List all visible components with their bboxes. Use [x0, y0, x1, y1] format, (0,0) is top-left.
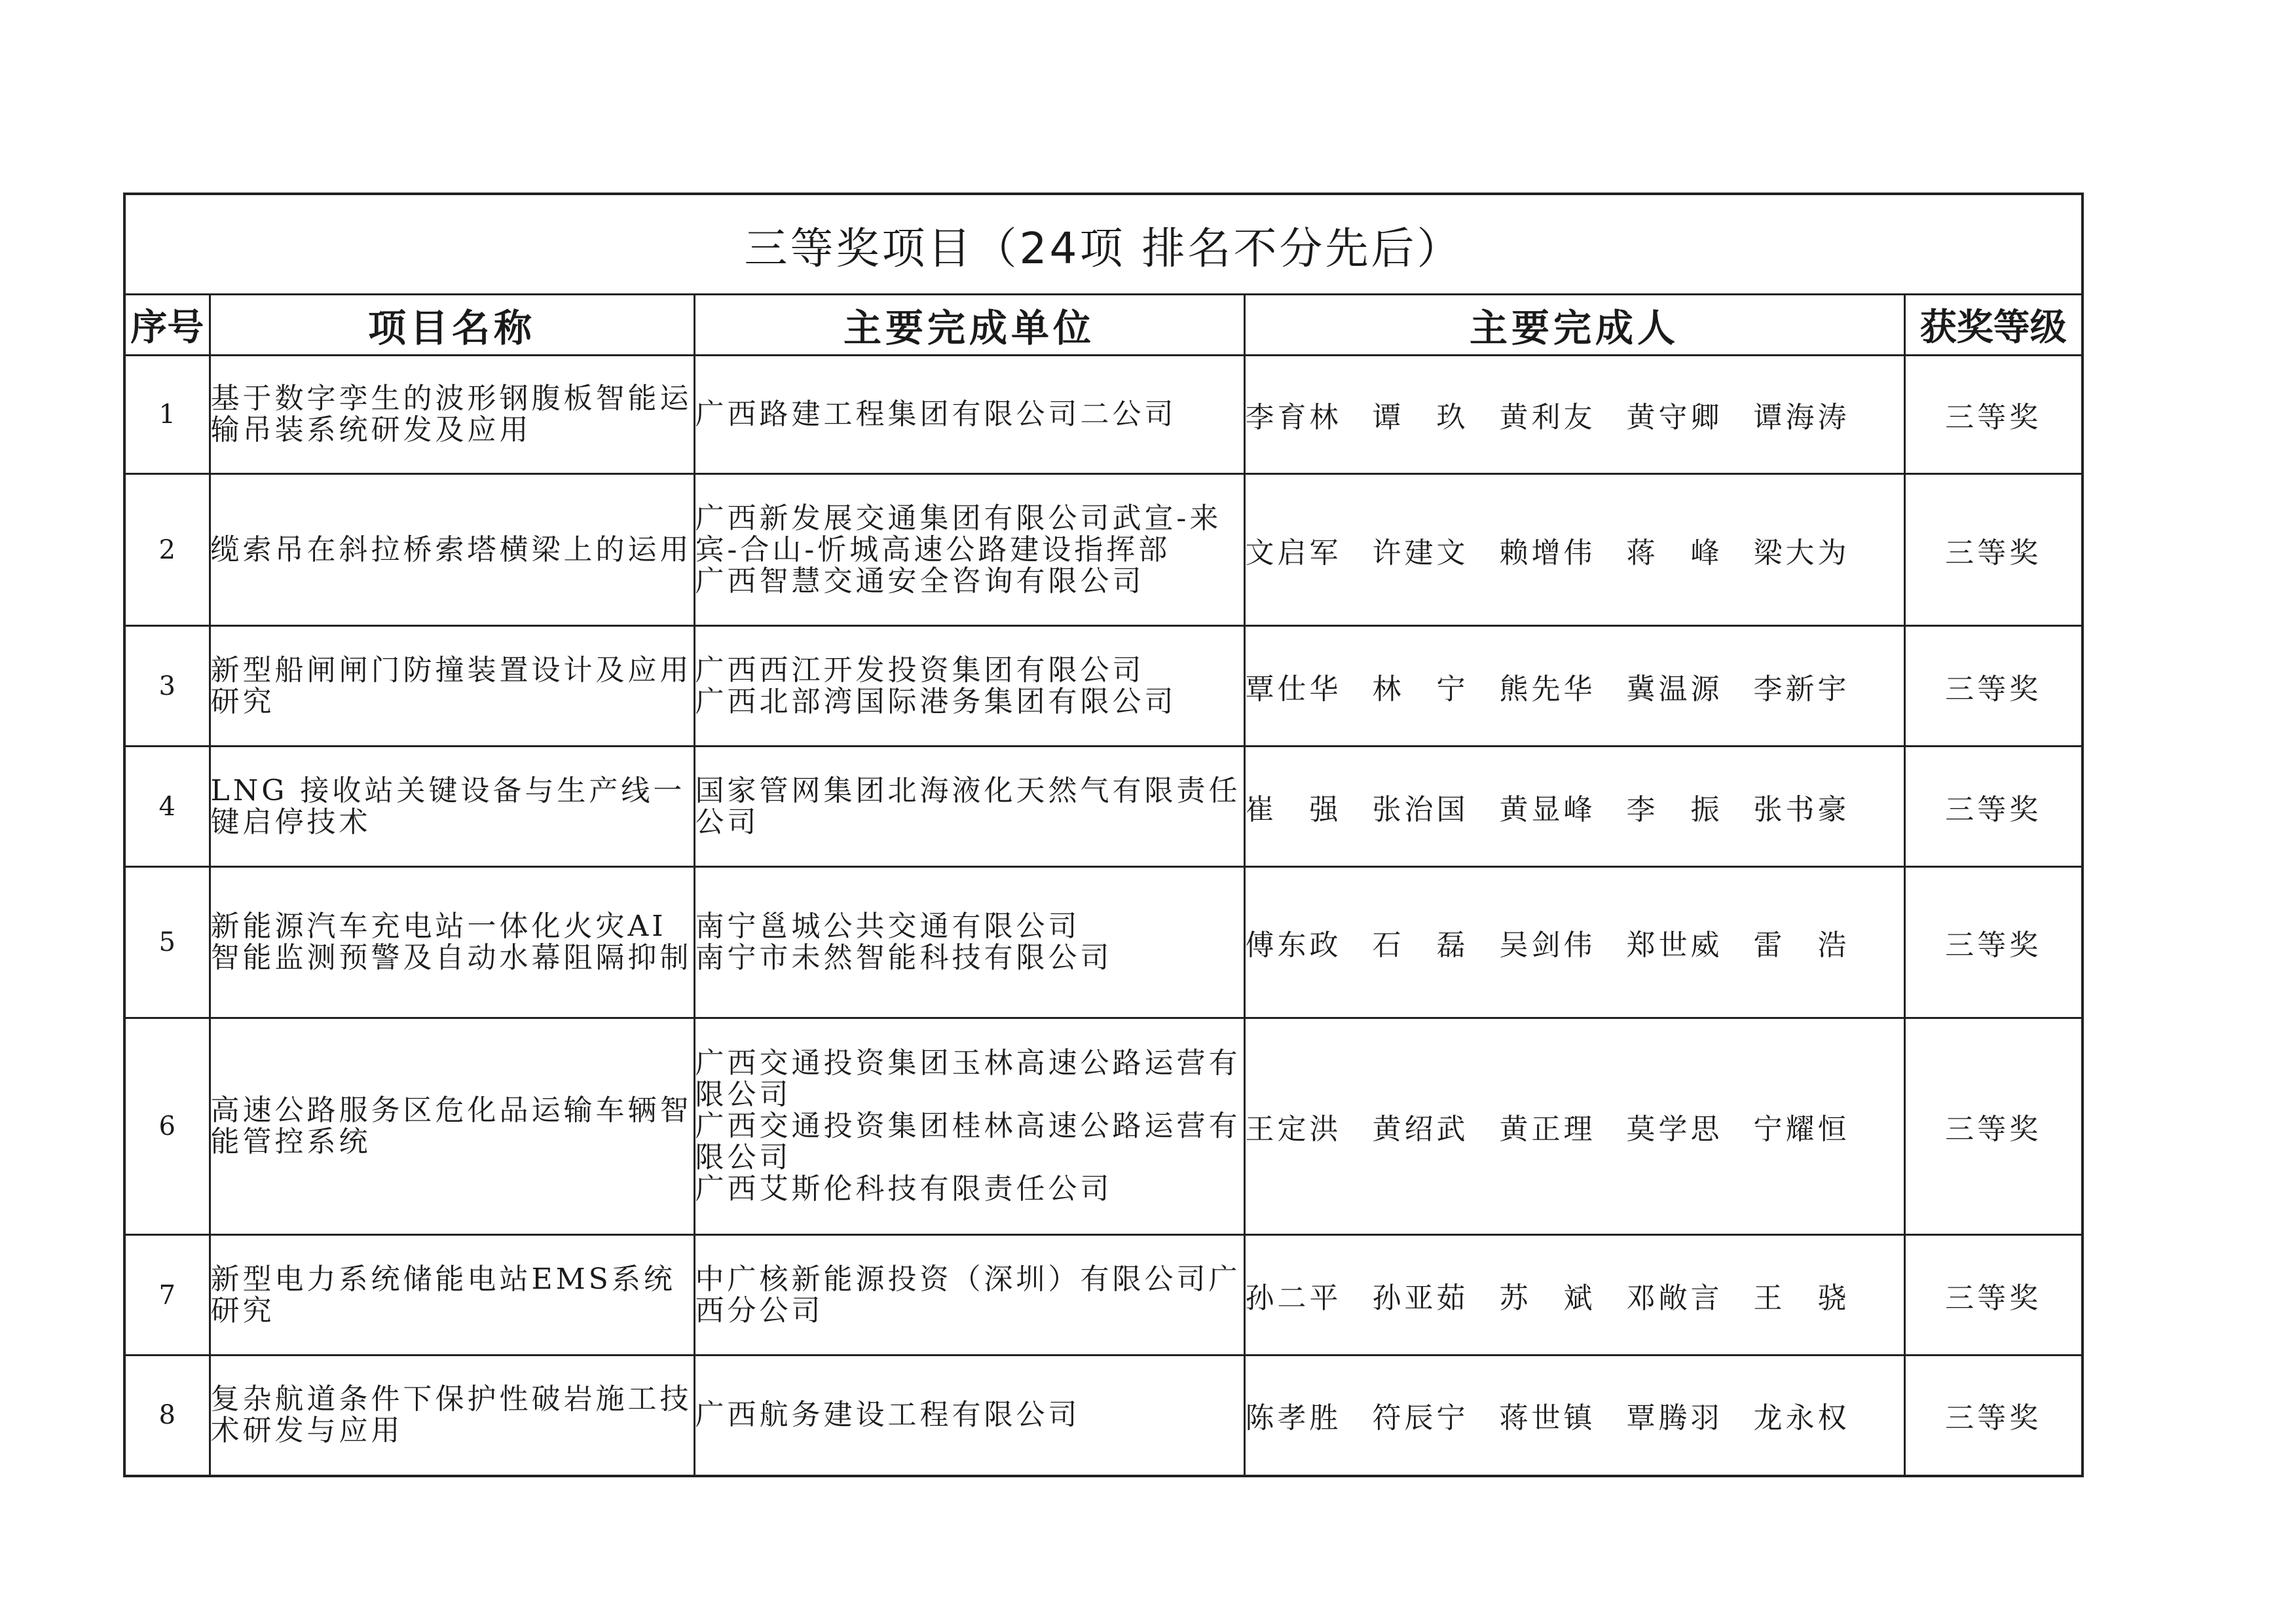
- person-list: [1246, 1274, 1904, 1316]
- project-name: 复杂航道条件下保护性破岩施工技术研发与应用: [210, 1356, 694, 1476]
- table-row: [124, 1235, 2083, 1356]
- person-name: 符辰宁: [1372, 1401, 1469, 1435]
- person-name: 龙永权: [1753, 1401, 1850, 1435]
- header-unit: 主要完成单位: [694, 295, 1244, 356]
- person-name: 冀温源: [1626, 672, 1723, 706]
- person-name: 孙二平: [1245, 1281, 1342, 1315]
- completion-units: [694, 626, 1244, 747]
- completion-units: [694, 474, 1244, 626]
- unit-line: 广西交通投资集团桂林高速公路运营有限公司: [695, 1109, 1241, 1174]
- person-list: [1246, 921, 1904, 963]
- person-name: 王 骁: [1753, 1281, 1850, 1315]
- completion-units: [694, 356, 1244, 474]
- completion-units: [694, 1356, 1244, 1476]
- unit-line: 广西航务建设工程有限公司: [695, 1398, 1081, 1432]
- person-name: 蒋 峰: [1626, 536, 1723, 570]
- person-name: 熊先华: [1499, 672, 1596, 706]
- person-list: [1246, 394, 1904, 435]
- unit-line: 中广核新能源投资（深圳）有限公司广西分公司: [695, 1262, 1241, 1327]
- unit-line: 国家管网集团北海液化天然气有限责任公司: [695, 773, 1241, 839]
- project-name: 新型电力系统储能电站EMS系统研究: [210, 1235, 694, 1356]
- project-name: 缆索吊在斜拉桥索塔横梁上的运用: [210, 474, 694, 626]
- project-name: 基于数字孪生的波形钢腹板智能运输吊装系统研发及应用: [210, 356, 694, 474]
- award-grade: 三等奖: [1904, 1018, 2083, 1235]
- row-number: 2: [124, 474, 210, 626]
- completion-persons: [1244, 1235, 1904, 1356]
- table-row: [124, 626, 2083, 747]
- person-name: 梁大为: [1753, 536, 1850, 570]
- person-name: 宁耀恒: [1753, 1113, 1850, 1146]
- row-number: 1: [124, 356, 210, 474]
- person-name: 邓敞言: [1626, 1281, 1723, 1315]
- person-name: 孙亚茹: [1372, 1281, 1469, 1315]
- project-name: LNG 接收站关键设备与生产线一键启停技术: [210, 747, 694, 867]
- person-name: 覃腾羽: [1626, 1401, 1723, 1435]
- person-name: 吴剑伟: [1499, 929, 1596, 962]
- completion-units: [694, 1018, 1244, 1235]
- header-row: [124, 295, 2083, 356]
- person-list: [1246, 1105, 1904, 1147]
- row-number: 6: [124, 1018, 210, 1235]
- person-name: 文启军: [1245, 536, 1342, 570]
- person-name: 林 宁: [1372, 672, 1469, 706]
- person-name: 陈孝胜: [1245, 1401, 1342, 1435]
- project-name: 高速公路服务区危化品运输车辆智能管控系统: [210, 1018, 694, 1235]
- completion-persons: [1244, 1018, 1904, 1235]
- row-number: 3: [124, 626, 210, 747]
- table-row: [124, 747, 2083, 867]
- table-row: [124, 867, 2083, 1018]
- award-grade: 三等奖: [1904, 474, 2083, 626]
- person-name: 苏 斌: [1499, 1281, 1596, 1315]
- completion-persons: [1244, 626, 1904, 747]
- completion-units: [694, 867, 1244, 1018]
- person-name: 李 振: [1626, 792, 1723, 826]
- unit-line: 广西北部湾国际港务集团有限公司: [695, 684, 1177, 718]
- person-name: 黄绍武: [1372, 1113, 1469, 1146]
- person-name: 郑世威: [1626, 929, 1723, 962]
- award-grade: 三等奖: [1904, 1235, 2083, 1356]
- unit-line: 广西艾斯伦科技有限责任公司: [695, 1172, 1113, 1206]
- row-number: 7: [124, 1235, 210, 1356]
- person-name: 许建文: [1372, 536, 1469, 570]
- person-name: 覃仕华: [1245, 672, 1342, 706]
- person-name: 李新宇: [1753, 672, 1850, 706]
- unit-line: 南宁市未然智能科技有限公司: [695, 941, 1113, 974]
- person-list: [1246, 1394, 1904, 1436]
- person-name: 黄显峰: [1499, 792, 1596, 826]
- person-name: 王定洪: [1245, 1113, 1342, 1146]
- person-list: [1246, 786, 1904, 828]
- unit-line: 南宁邕城公共交通有限公司: [695, 910, 1081, 943]
- project-name: 新型船闸闸门防撞装置设计及应用研究: [210, 626, 694, 747]
- row-number: 5: [124, 867, 210, 1018]
- award-table: [123, 193, 2084, 1477]
- row-number: 8: [124, 1356, 210, 1476]
- header-grade: 获奖等级: [1904, 295, 2083, 356]
- unit-line: 广西西江开发投资集团有限公司: [695, 653, 1145, 687]
- award-grade: 三等奖: [1904, 747, 2083, 867]
- person-name: 傅东政: [1245, 929, 1342, 962]
- completion-persons: [1244, 474, 1904, 626]
- project-name: 新能源汽车充电站一体化火灾AI智能监测预警及自动水幕阻隔抑制: [210, 867, 694, 1018]
- table-row: [124, 474, 2083, 626]
- table-title: 三等奖项目（24项 排名不分先后）: [124, 194, 2083, 295]
- person-name: 赖增伟: [1499, 536, 1596, 570]
- person-name: 崔 强: [1245, 792, 1342, 826]
- unit-line: 广西智慧交通安全咨询有限公司: [695, 564, 1145, 598]
- person-name: 谭 玖: [1372, 401, 1469, 434]
- award-sheet: [123, 193, 2081, 1477]
- completion-persons: [1244, 1356, 1904, 1476]
- person-name: 张书豪: [1753, 792, 1850, 826]
- award-grade: 三等奖: [1904, 1356, 2083, 1476]
- person-name: 莫学思: [1626, 1113, 1723, 1146]
- completion-persons: [1244, 867, 1904, 1018]
- completion-persons: [1244, 747, 1904, 867]
- header-name: 项目名称: [210, 295, 694, 356]
- header-no: 序号: [124, 295, 210, 356]
- person-name: 黄利友: [1499, 401, 1596, 434]
- person-name: 谭海涛: [1753, 401, 1850, 434]
- unit-line: 广西新发展交通集团有限公司武宣-来宾-合山-忻城高速公路建设指挥部: [695, 501, 1222, 566]
- person-list: [1246, 665, 1904, 707]
- person-name: 张治国: [1372, 792, 1469, 826]
- completion-units: [694, 747, 1244, 867]
- person-name: 蒋世镇: [1499, 1401, 1596, 1435]
- unit-line: 广西交通投资集团玉林高速公路运营有限公司: [695, 1046, 1241, 1111]
- person-name: 黄正理: [1499, 1113, 1596, 1146]
- completion-units: [694, 1235, 1244, 1356]
- table-row: [124, 356, 2083, 474]
- award-grade: 三等奖: [1904, 626, 2083, 747]
- person-name: 石 磊: [1372, 929, 1469, 962]
- person-name: 雷 浩: [1753, 929, 1850, 962]
- person-list: [1246, 529, 1904, 571]
- unit-line: 广西路建工程集团有限公司二公司: [695, 397, 1177, 431]
- table-row: [124, 1018, 2083, 1235]
- header-persons: 主要完成人: [1244, 295, 1904, 356]
- row-number: 4: [124, 747, 210, 867]
- award-grade: 三等奖: [1904, 867, 2083, 1018]
- person-name: 李育林: [1245, 401, 1342, 434]
- award-grade: 三等奖: [1904, 356, 2083, 474]
- completion-persons: [1244, 356, 1904, 474]
- table-row: [124, 1356, 2083, 1476]
- person-name: 黄守卿: [1626, 401, 1723, 434]
